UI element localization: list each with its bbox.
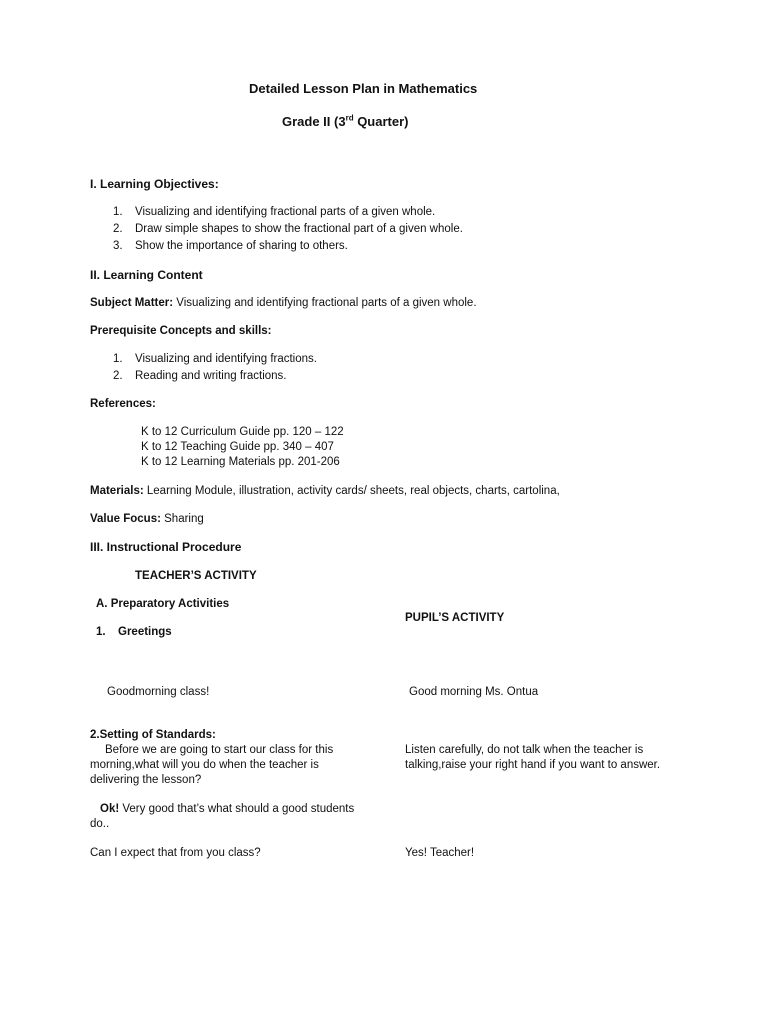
prerequisite-number: 1. — [113, 353, 123, 365]
pupil-activity-header: PUPIL’S ACTIVITY — [405, 612, 505, 624]
objective-number: 2. — [113, 223, 123, 235]
teacher-activity-header: TEACHER’S ACTIVITY — [135, 570, 257, 582]
teacher-ok-text — [90, 802, 375, 832]
value-focus-label: Value Focus: — [90, 513, 161, 525]
value-focus-value: Sharing — [160, 513, 204, 525]
objective-item: Draw simple shapes to show the fractional part of a given whole. — [135, 223, 463, 235]
content-heading: II. Learning Content — [90, 268, 203, 282]
teacher-greeting: Goodmorning class! — [107, 686, 210, 698]
reference-item: K to 12 Teaching Guide pp. 340 – 407 — [141, 441, 334, 453]
objective-number: 1. — [113, 206, 123, 218]
materials-line — [90, 484, 560, 499]
teacher-expect-question: Can I expect that from you class? — [90, 847, 261, 859]
objectives-heading: I. Learning Objectives: — [90, 177, 219, 191]
grade-suffix: Quarter) — [353, 114, 409, 129]
materials-value: Learning Module, illustration, activity cards/ sheets, real objects, charts, cartolina, — [143, 485, 560, 497]
reference-item: K to 12 Curriculum Guide pp. 120 – 122 — [141, 426, 344, 438]
objective-item: Visualizing and identifying fractional parts of a given whole. — [135, 206, 436, 218]
objective-number: 3. — [113, 240, 123, 252]
teacher-standards-text: Before we are going to start our class for this morning,what will you do when the teacher is delivering the lesson? — [90, 744, 334, 786]
greetings-heading: Greetings — [118, 626, 172, 638]
teacher-ok-bold: Ok! — [100, 803, 120, 815]
references-heading: References: — [90, 398, 156, 410]
prerequisite-item: Reading and writing fractions. — [135, 370, 287, 382]
preparatory-activities-heading: A. Preparatory Activities — [96, 598, 230, 610]
setting-standards-heading: 2.Setting of Standards: — [90, 729, 216, 741]
subject-matter-value: Visualizing and identifying fractional parts of a given whole. — [173, 297, 477, 309]
grade-quarter — [282, 114, 408, 129]
prerequisite-item: Visualizing and identifying fractions. — [135, 353, 317, 365]
materials-label: Materials: — [90, 485, 144, 497]
pupil-standards-text: Listen carefully, do not talk when the teacher is talking,raise your right hand if you want to answer. — [405, 744, 661, 771]
subject-matter — [90, 296, 477, 311]
value-focus-line — [90, 512, 204, 527]
greetings-number: 1. — [96, 626, 106, 638]
pupil-expect-answer: Yes! Teacher! — [405, 847, 475, 859]
prerequisite-number: 2. — [113, 370, 123, 382]
subject-matter-label: Subject Matter: — [90, 297, 174, 309]
grade-superscript: rd — [345, 113, 354, 123]
prerequisite-heading: Prerequisite Concepts and skills: — [90, 325, 272, 337]
procedure-heading: III. Instructional Procedure — [90, 540, 242, 554]
document-title: Detailed Lesson Plan in Mathematics — [249, 81, 478, 96]
grade-prefix: Grade II (3 — [282, 114, 346, 129]
pupil-greeting: Good morning Ms. Ontua — [409, 686, 539, 698]
reference-item: K to 12 Learning Materials pp. 201-206 — [141, 456, 340, 468]
teacher-ok-rest: Very good that’s what should a good students do.. — [90, 803, 355, 830]
objective-item: Show the importance of sharing to others. — [135, 240, 348, 252]
